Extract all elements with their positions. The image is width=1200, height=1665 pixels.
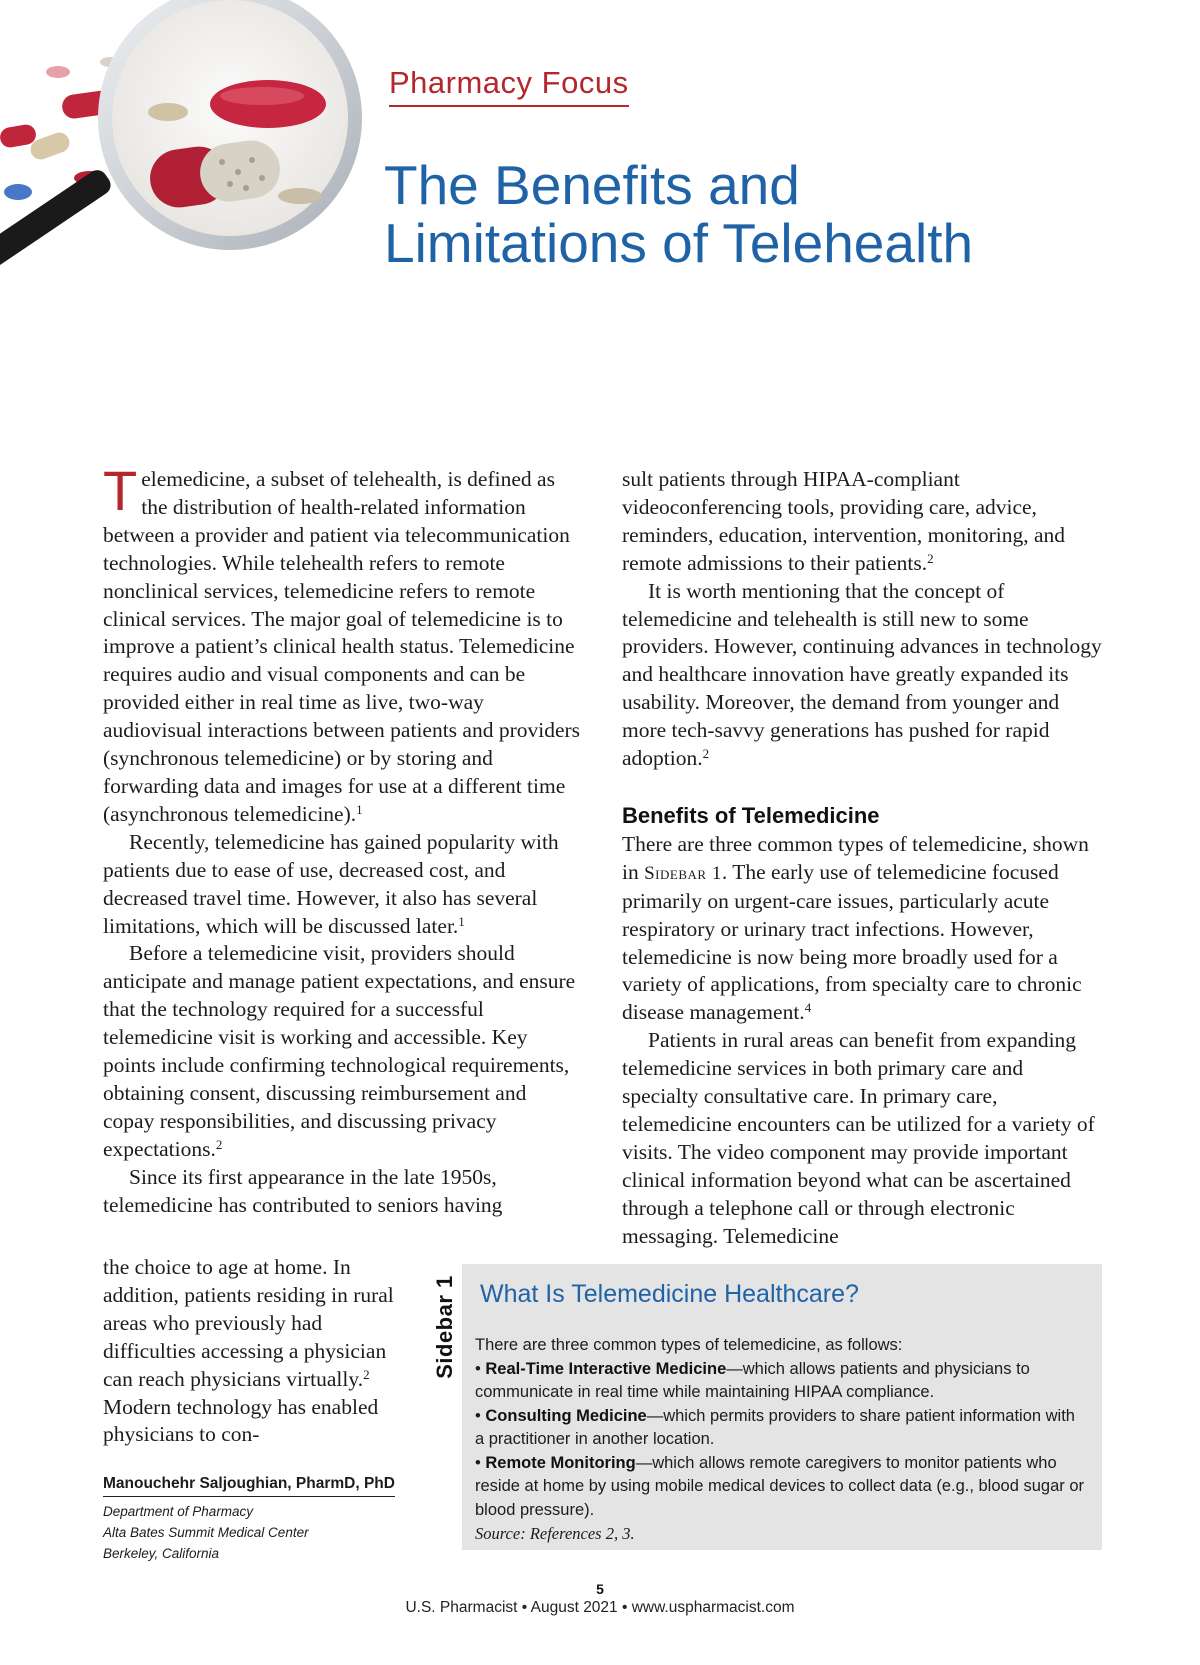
sidebar-list-item: • Real-Time Interactive Medicine—which allows patients and physicians to communicate in real time while maintaining HIPAA compliance.	[475, 1359, 1030, 1401]
reference-marker: 2	[363, 1366, 370, 1382]
reference-marker: 2	[702, 746, 710, 762]
paragraph: the choice to age at home. In addition, patients residing in rural areas who previously had difficulties accessing a physician can reach physicians virtually.$^2$ Modern technology has enabled physicians to con-	[103, 1255, 394, 1447]
author-department: Department of Pharmacy	[103, 1504, 254, 1519]
left-column-continued	[103, 1254, 413, 1449]
sidebar-reference: Sidebar 1	[644, 862, 722, 884]
author-institution: Alta Bates Summit Medical Center	[103, 1525, 309, 1540]
sidebar-list-item: • Consulting Medicine—which permits providers to share patient information with a practitioner in another location.	[475, 1406, 1075, 1448]
sidebar-title: What Is Telemedicine Healthcare?	[480, 1280, 859, 1308]
paragraph: Before a telemedicine visit, providers should anticipate and manage patient expectations, and ensure that the technology required for a successful telemedicine visit is working and accessible. Key points include confirming technological requirements, obtaining consent, discussing reimbursement and copay responsibilities, and discussing privacy expectations.$^2$	[103, 941, 576, 1161]
paragraph: There are three common types of telemedicine, shown in Sidebar 1. The early use of telemedicine focused primarily on urgent-care issues, particularly acute respiratory or urinary tract infections. However, telemedicine is now being more broadly used for a variety of applications, from specialty care to chronic disease management.$^4$	[622, 831, 1089, 1025]
sidebar-source: Source: References 2, 3.	[475, 1524, 635, 1543]
sidebar-tab: Sidebar 1	[432, 1275, 457, 1379]
page-number: 5	[596, 1581, 604, 1597]
title-line-1: The Benefits and	[384, 154, 800, 216]
paragraph: It is worth mentioning that the concept of telemedicine and telehealth is still new to some providers. However, continuing advances in technology and healthcare innovation have greatly expanded its usability. Moreover, the demand from younger and more tech-savvy generations has pushed for rapid adoption.$^2$	[622, 578, 1102, 771]
byline	[103, 1475, 423, 1564]
title-line-2: Limitations of Telehealth	[384, 212, 974, 274]
sidebar-list-item: • Remote Monitoring—which allows remote caregivers to monitor patients who reside at home by using mobile medical devices to collect data (e.g., blood sugar or blood pressure).	[475, 1453, 1084, 1519]
footer-citation: U.S. Pharmacist • August 2021 • www.uspharmacist.com	[405, 1599, 795, 1616]
paragraph: Recently, telemedicine has gained popularity with patients due to ease of use, decreased cost, and decreased travel time. However, it also has several limitations, which will be discussed later.$^1$	[103, 829, 559, 938]
hero-image	[0, 0, 370, 268]
section-label: Pharmacy Focus	[389, 66, 629, 107]
drop-cap: T	[103, 459, 138, 522]
reference-marker: 2	[927, 550, 934, 566]
section-heading: Benefits of Telemedicine	[622, 802, 880, 828]
paragraph: Telemedicine, a subset of telehealth, is defined as the distribution of health-related information between a provider and patient via telecommunication technologies. While telehealth refers to remote nonclinical services, telemedicine refers to remote clinical services. The major goal of telemedicine is to improve a patient’s clinical health status. Telemedicine requires audio and visual components and can be provided either in real time as live, two-way audiovisual interactions between patients and providers (synchronous telemedicine) or by storing and forwarding data and images for use at a different time (asynchronous telemedicine).$^1$	[103, 459, 581, 826]
article-title	[384, 156, 1164, 272]
reference-marker: 1	[356, 801, 363, 817]
left-column	[103, 459, 581, 1219]
right-column	[622, 466, 1104, 1250]
reference-marker: 4	[804, 1000, 812, 1016]
paragraph: sult patients through HIPAA-compliant videoconferencing tools, providing care, advice, reminders, education, intervention, monitoring, and remote admissions to their patients.$^2$	[622, 467, 1066, 575]
paragraph: Patients in rural areas can benefit from expanding telemedicine services in both primary care and specialty consultative care. In primary care, telemedicine encounters can be utilized for a variety of visits. The video component may provide important clinical information beyond what can be ascertained through a telephone call or through electronic messaging. Telemedicine	[622, 1028, 1095, 1248]
author-name: Manouchehr Saljoughian, PharmD, PhD	[103, 1475, 395, 1497]
reference-marker: 2	[215, 1136, 223, 1152]
paragraph: Since its first appearance in the late 1950s, telemedicine has contributed to seniors having	[103, 1164, 503, 1217]
reference-marker: 1	[458, 913, 465, 929]
sidebar-body	[475, 1334, 1085, 1546]
author-location: Berkeley, California	[103, 1546, 220, 1561]
sidebar-intro: There are three common types of telemedicine, as follows:	[475, 1336, 903, 1354]
